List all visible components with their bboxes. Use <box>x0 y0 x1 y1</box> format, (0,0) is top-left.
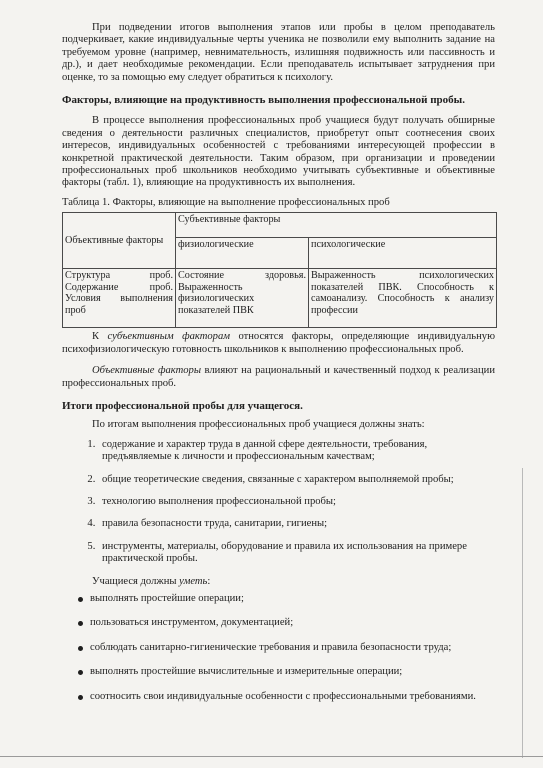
can-item-text: соотносить свои индивидуальные особенности с профессиональными требованиями. <box>90 690 476 702</box>
can-item-text: выполнять простейшие вычислительные и измерительные операции; <box>90 666 403 678</box>
header-objective-text: Объективные факторы <box>65 234 164 246</box>
can-item <box>78 666 495 678</box>
can-item-text: соблюдать санитарно-гигиенические требования и правила безопасности труда; <box>90 641 452 653</box>
scan-bottom-line <box>0 756 543 757</box>
can-item <box>78 691 495 703</box>
know-item: 4. правила безопасности труда, санитарии, гигиены; <box>98 518 495 530</box>
objective-item: Содержание проб. <box>65 281 173 293</box>
physio-item: Состояние здоровья. <box>178 270 306 282</box>
bullet-icon <box>78 597 83 602</box>
know-item: 1. содержание и характер труда в данной сфере деятельности, требования, предъявляемые к личности и профессиональным качествам; <box>98 439 495 464</box>
table-subheader-physio <box>176 238 309 269</box>
can-item <box>78 617 495 629</box>
bullet-icon <box>78 621 83 626</box>
objective-paragraph <box>62 365 495 390</box>
table-cell-psycho <box>309 269 497 328</box>
table-header-subjective <box>176 213 497 238</box>
can-lead-term: уметь <box>179 575 208 587</box>
objective-rest: влияют на рациональный и качественный подход к реализации профессиональных проб. <box>62 365 495 389</box>
objective-item: Структура проб. <box>65 270 173 282</box>
can-item <box>78 642 495 654</box>
table-subheader-psycho <box>309 238 497 269</box>
can-list <box>62 593 495 703</box>
know-item: 2. общие теоретические сведения, связанные с характером выполняемой пробы; <box>98 474 495 486</box>
section-heading-factors: Факторы, влияющие на продуктивность выполнения профессиональной пробы. <box>62 94 465 107</box>
know-item: 3. технологию выполнения профессиональной пробы; <box>98 496 495 508</box>
physio-item: Выраженность физиологических показателей ПВК <box>178 281 255 317</box>
header-subjective-text: Субъективные факторы <box>178 214 281 226</box>
subjective-paragraph <box>62 331 495 356</box>
objective-item: Условия выполнения проб <box>65 293 173 317</box>
can-lead-suffix: : <box>207 575 211 587</box>
document-content <box>62 22 495 715</box>
bullet-icon <box>78 695 83 700</box>
can-lead <box>62 576 495 588</box>
can-item <box>78 593 495 605</box>
subjective-prefix: К <box>92 331 108 343</box>
table-cell-physio <box>176 269 309 328</box>
can-item-text: пользоваться инструментом, документацией; <box>90 617 294 629</box>
can-item-text: выполнять простейшие операции; <box>90 592 244 604</box>
bullet-icon <box>78 670 83 675</box>
know-item: 5. инструменты, материалы, оборудование и правила их использования на примере практической пробы. <box>98 541 495 566</box>
bullet-icon <box>78 646 83 651</box>
subjective-term: субъективным факторам <box>107 331 231 343</box>
know-lead: По итогам выполнения профессиональных проб учащиеся должны знать: <box>92 419 425 431</box>
know-list <box>62 439 495 566</box>
table-caption: Таблица 1. Факторы, влияющие на выполнение профессиональных проб <box>62 196 390 208</box>
subheader-physio-text: физиологические <box>178 239 254 251</box>
factors-table <box>62 212 497 328</box>
can-lead-prefix: Учащиеся должны <box>92 575 180 587</box>
subjective-rest: относятся факторы, определяющие индивидуальную психофизиологическую готовность школьников к выполнению профессиональных проб. <box>62 331 496 355</box>
objective-term: Объективные факторы <box>92 365 201 377</box>
factors-paragraph: В процессе выполнения профессиональных проб учащиеся будут получать обширные сведения о деятельности различных специалистов, приобретут опыт соотнесения своих интересов, индивидуальных особенностей с требованиями интересующей профессии в конкретной практической деятельности. Таким образом, при организации и проведении профессиональных проб школьников необходимо учитывать субъективные и объективные факторы (табл. 1), влияющие на продуктивность их выполнения. <box>62 115 495 189</box>
subheader-psycho-text: психологические <box>311 239 386 251</box>
table-cell-objective <box>63 269 176 328</box>
section-heading-results: Итоги профессиональной пробы для учащегося. <box>62 399 303 412</box>
psycho-text: Выраженность психологических показателей ПВК. Способность к самоанализу. Способность к анализу профессии <box>311 270 494 317</box>
table-header-objective <box>63 213 176 269</box>
intro-paragraph: При подведении итогов выполнения этапов или пробы в целом преподаватель подчеркивает, какие индивидуальные черты ученика не позволили ему выполнить задание на требуемом уровне (например, невнимательность, излишняя подвижность или пассивность и др.), и дает необходимые рекомендации. Если преподаватель испытывает затруднения при оценке, то за помощью ему следует обратиться к психологу. <box>62 22 495 83</box>
scan-edge-line <box>522 468 523 758</box>
